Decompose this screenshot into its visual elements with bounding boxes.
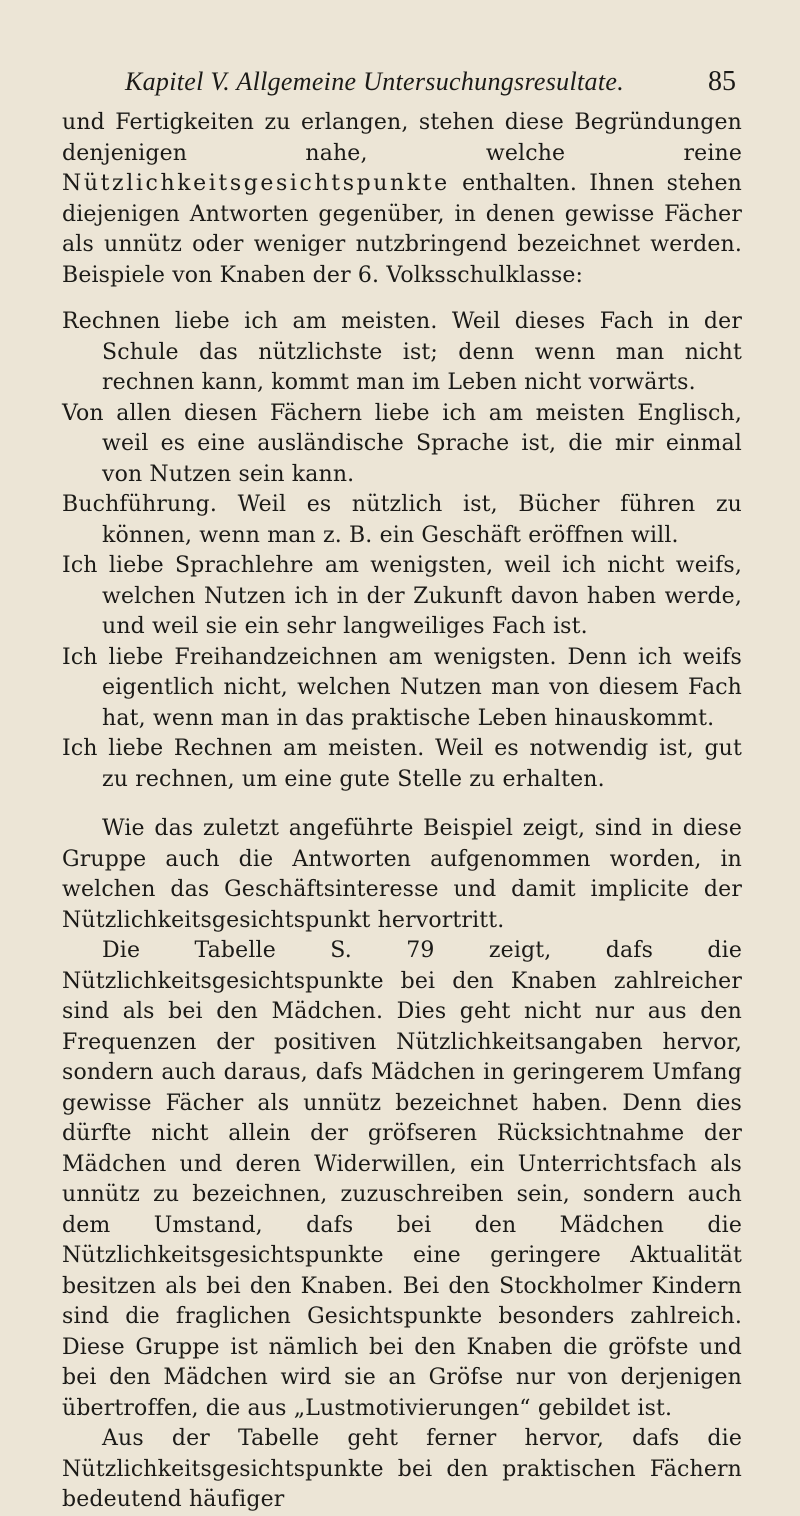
emphasized-term: Nützlichkeitsgesichtspunkte (62, 171, 450, 196)
example-item: Buchführung. Weil es nützlich ist, Bücher führen zu können, wenn man z. B. ein Geschäft eröffnen will. (62, 492, 742, 548)
example-item: Rechnen liebe ich am meisten. Weil dieses Fach in der Schule das nützlichste ist; denn wenn man nicht rechnen kann, kommt man im Leben nicht vorwärts. (62, 309, 742, 395)
intro-text-end: enthalten. Ihnen stehen diejenigen Antworten gegenüber, in denen gewisse Fächer als unnütz oder weniger nutzbringend bezeichnet werden. Beispiele von Knaben der 6. Volksschulklasse: (62, 171, 742, 288)
intro-paragraph (62, 108, 742, 291)
page-header (60, 66, 736, 98)
paragraph: Die Tabelle S. 79 zeigt, dafs die Nützlichkeitsgesichtspunkte bei den Knaben zahlreicher sind als bei den Mädchen. Dies geht nicht nur aus den Frequenzen der positiven Nützlichkeitsangaben hervor, sondern auch daraus, dafs Mädchen in geringerem Umfang gewisse Fächer als unnütz bezeichnet haben. Denn dies dürfte nicht allein der gröfseren Rücksichtnahme der Mädchen und deren Widerwillen, ein Unterrichtsfach als unnütz zu bezeichnen, zuzuschreiben sein, sondern auch dem Umstand, dafs bei den Mädchen die Nützlichkeitsgesichtspunkte eine geringere Aktualität besitzen als bei den Knaben. Bei den Stockholmer Kindern sind die fraglichen Gesichtspunkte besonders zahlreich. Diese Gruppe ist nämlich bei den Knaben die gröfste und bei den Mädchen wird sie an Gröfse nur von derjenigen übertroffen, die aus „Lustmotivierungen“ gebildet ist. (62, 938, 742, 1421)
example-item: Ich liebe Sprachlehre am wenigsten, weil ich nicht weifs, welchen Nutzen ich in der Zukunft davon haben werde, und weil sie ein sehr langweiliges Fach ist. (62, 553, 742, 639)
example-list (62, 307, 742, 795)
example-item: Ich liebe Freihandzeichnen am wenigsten. Denn ich weifs eigentlich nicht, welchen Nutzen man von diesem Fach hat, wenn man in das praktische Leben hinauskommt. (62, 644, 742, 731)
running-title: Kapitel V. Allgemeine Untersuchungsresultate. (124, 67, 624, 96)
page-number: 85 (708, 66, 736, 97)
example-item: Von allen diesen Fächern liebe ich am meisten Englisch, weil es eine ausländische Sprache ist, die mir einmal von Nutzen sein kann. (62, 400, 742, 487)
body-text (62, 108, 742, 1516)
paragraph: Aus der Tabelle geht ferner hervor, dafs die Nützlichkeitsgesichtspunkte bei den praktischen Fächern bedeutend häufiger (62, 1426, 742, 1512)
paragraph: Wie das zuletzt angeführte Beispiel zeigt, sind in diese Gruppe auch die Antworten aufgenommen worden, in welchen das Geschäftsinteresse und damit implicite der Nützlichkeitsgesichtspunkt hervortritt. (62, 816, 742, 933)
example-item: Ich liebe Rechnen am meisten. Weil es notwendig ist, gut zu rechnen, um eine gute Stelle zu erhalten. (62, 736, 742, 792)
intro-text-start: und Fertigkeiten zu erlangen, stehen diese Begründungen denjenigen nahe, welche reine (62, 110, 742, 166)
